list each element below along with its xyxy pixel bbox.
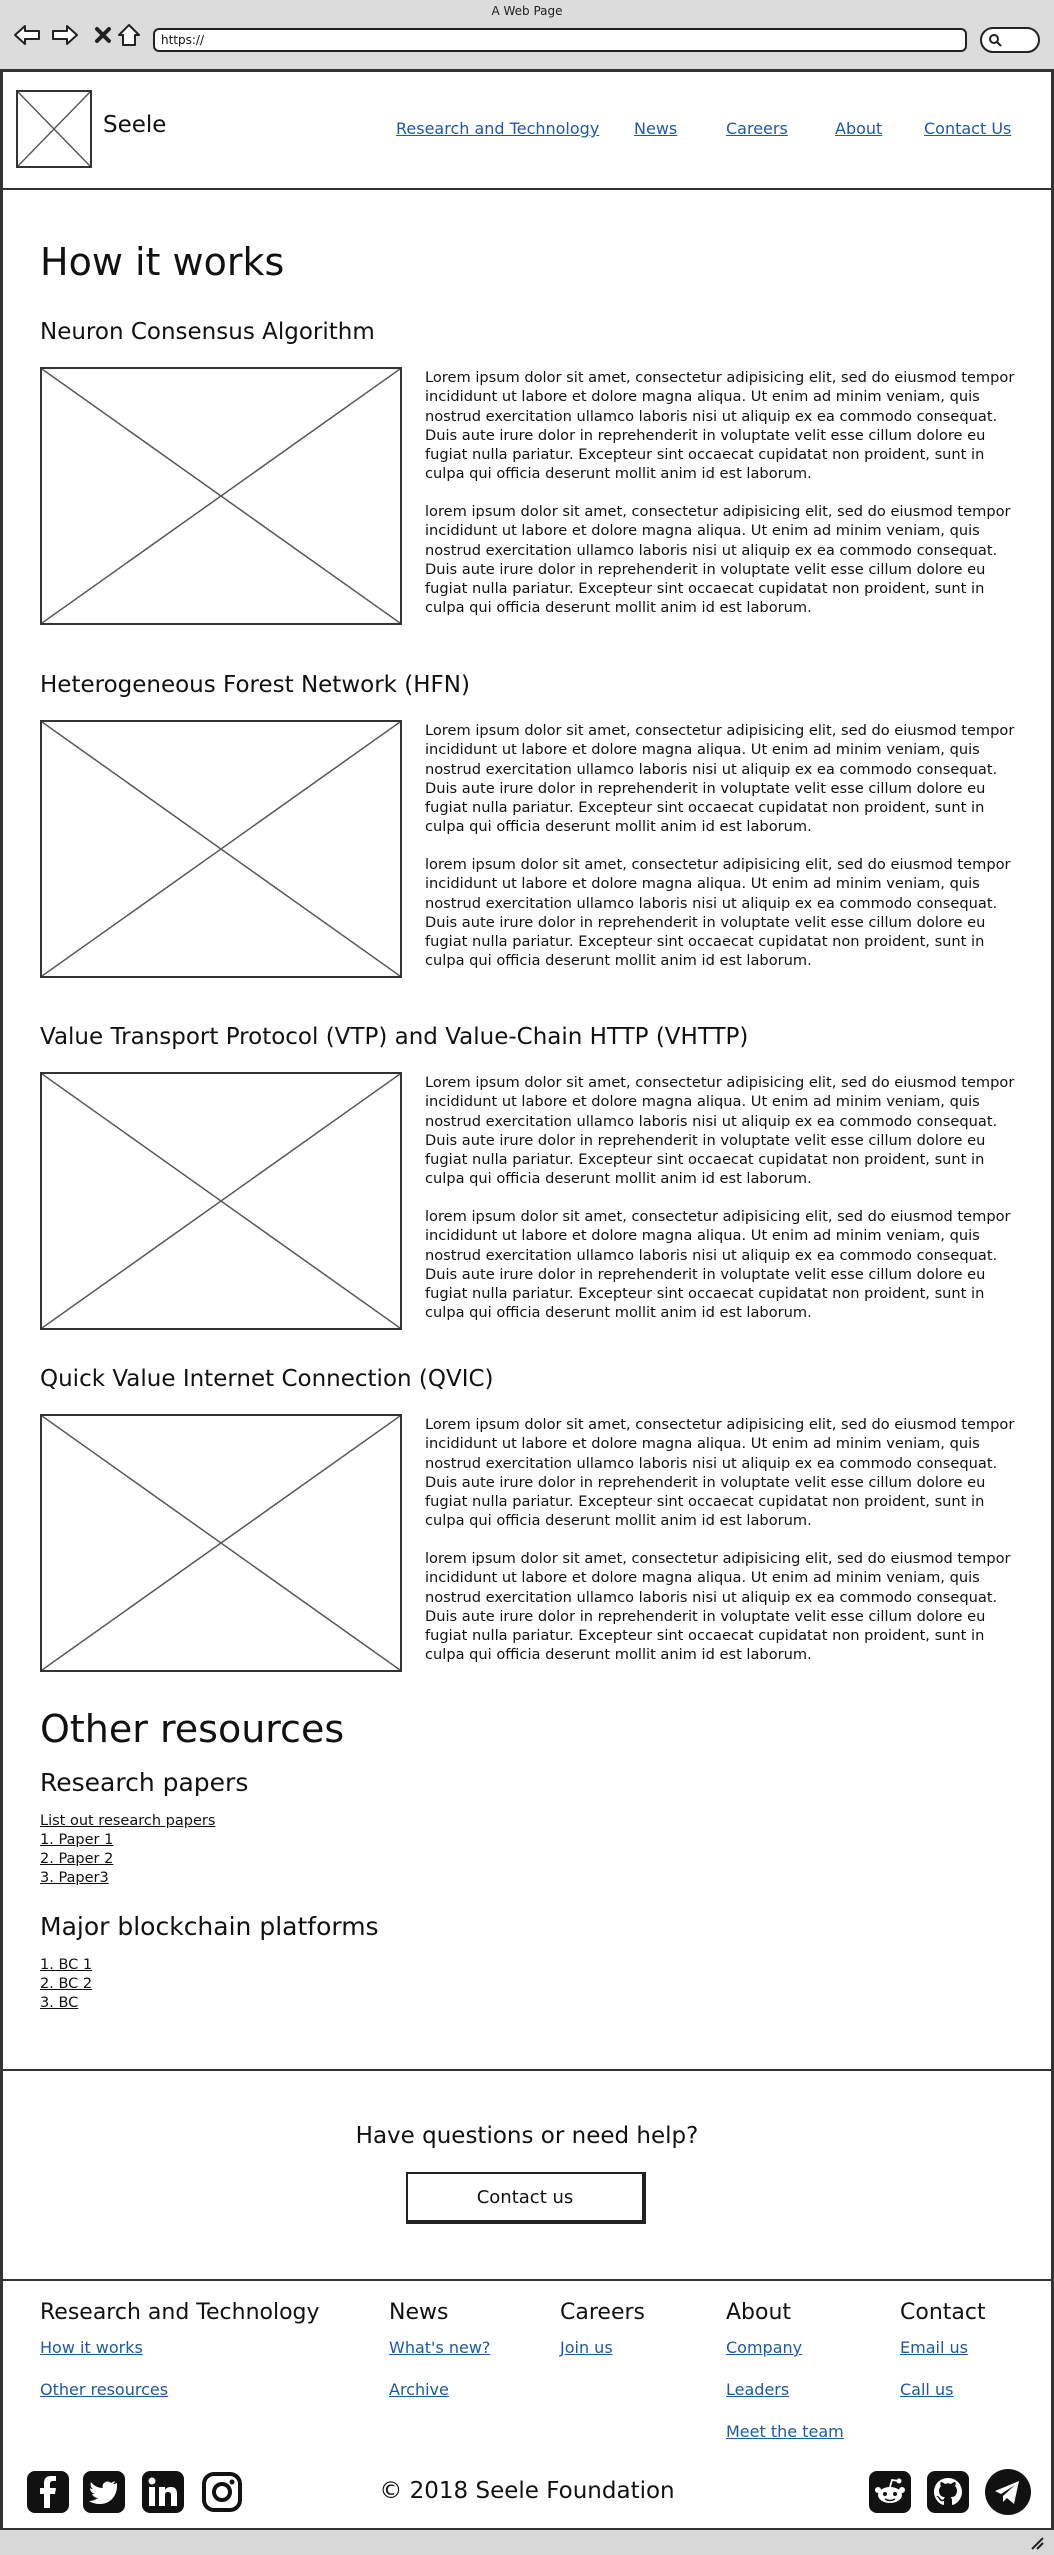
copyright: © 2018 Seele Foundation xyxy=(379,2478,675,2504)
section-paragraph: Lorem ipsum dolor sit amet, consectetur adipisicing elit, sed do eiusmod tempor incididunt ut labore et dolore magna aliqua. Ut enim ad minim veniam, quis nostrud exercitation ullamco laboris nisi ut aliquip ex ea commodo consequat. Duis aute irure dolor in reprehenderit in voluptate velit esse cillum dolore eu fugiat nulla pariatur. Excepteur sint occaecat cupidatat non proident, sunt in culpa qui officia deserunt mollit anim id est laborum. xyxy=(425,369,1015,483)
paper-link[interactable]: 2. Paper 2 xyxy=(40,1851,114,1867)
footer-link[interactable]: Meet the team xyxy=(726,2422,844,2441)
site-header xyxy=(0,72,1054,190)
section-title: Quick Value Internet Connection (QVIC) xyxy=(40,1366,494,1392)
browser-chrome xyxy=(0,0,1054,72)
paper-link[interactable]: 1. Paper 1 xyxy=(40,1832,114,1848)
resize-grip-icon[interactable] xyxy=(1028,2536,1044,2550)
search-icon xyxy=(988,33,1002,47)
section-paragraph: lorem ipsum dolor sit amet, consectetur adipisicing elit, sed do eiusmod tempor incididunt ut labore et dolore magna aliqua. Ut enim ad minim veniam, quis nostrud exercitation ullamco laboris nisi ut aliquip ex ea commodo consequat. Duis aute irure dolor in reprehenderit in voluptate velit esse cillum dolore eu fugiat nulla pariatur. Excepteur sint occaecat cupidatat non proident, sunt in culpa qui officia deserunt mollit anim id est laborum. xyxy=(425,856,1011,970)
section-paragraph: Lorem ipsum dolor sit amet, consectetur adipisicing elit, sed do eiusmod tempor incididunt ut labore et dolore magna aliqua. Ut enim ad minim veniam, quis nostrud exercitation ullamco laboris nisi ut aliquip ex ea commodo consequat. Duis aute irure dolor in reprehenderit in voluptate velit esse cillum dolore eu fugiat nulla pariatur. Excepteur sint occaecat cupidatat non proident, sunt in culpa qui officia deserunt mollit anim id est laborum. xyxy=(425,722,1015,836)
image-placeholder xyxy=(40,367,402,625)
footer-column-title: News xyxy=(389,2300,449,2325)
research-papers-link[interactable]: List out research papers xyxy=(40,1813,216,1829)
footer-link[interactable]: What's new? xyxy=(389,2338,491,2357)
footer-link[interactable]: How it works xyxy=(40,2338,143,2357)
section-title: Neuron Consensus Algorithm xyxy=(40,319,375,345)
nav-research-and-technology[interactable]: Research and Technology xyxy=(396,119,600,138)
footer-link[interactable]: Company xyxy=(726,2338,803,2357)
section-title: Heterogeneous Forest Network (HFN) xyxy=(40,672,470,698)
other-resources-title: Other resources xyxy=(40,1707,345,1751)
footer-link[interactable]: Archive xyxy=(389,2380,449,2399)
nav-news[interactable]: News xyxy=(634,119,678,138)
footer-link[interactable]: Email us xyxy=(900,2338,968,2357)
footer-column-title: Careers xyxy=(560,2300,645,2325)
reddit-icon[interactable] xyxy=(868,2470,912,2514)
section-paragraph: lorem ipsum dolor sit amet, consectetur adipisicing elit, sed do eiusmod tempor incididunt ut labore et dolore magna aliqua. Ut enim ad minim veniam, quis nostrud exercitation ullamco laboris nisi ut aliquip ex ea commodo consequat. Duis aute irure dolor in reprehenderit in voluptate velit esse cillum dolore eu fugiat nulla pariatur. Excepteur sint occaecat cupidatat non proident, sunt in culpa qui officia deserunt mollit anim id est laborum. xyxy=(425,1208,1011,1322)
status-bar xyxy=(0,2528,1054,2555)
contact-us-button[interactable]: Contact us xyxy=(406,2172,646,2224)
platform-link[interactable]: 1. BC 1 xyxy=(40,1957,93,1973)
forward-icon[interactable] xyxy=(50,20,80,50)
footer-link[interactable]: Join us xyxy=(560,2338,613,2357)
window-title: A Web Page xyxy=(491,4,563,18)
section-paragraph: lorem ipsum dolor sit amet, consectetur adipisicing elit, sed do eiusmod tempor incididunt ut labore et dolore magna aliqua. Ut enim ad minim veniam, quis nostrud exercitation ullamco laboris nisi ut aliquip ex ea commodo consequat. Duis aute irure dolor in reprehenderit in voluptate velit esse cillum dolore eu fugiat nulla pariatur. Excepteur sint occaecat cupidatat non proident, sunt in culpa qui officia deserunt mollit anim id est laborum. xyxy=(425,503,1011,617)
back-icon[interactable] xyxy=(12,20,42,50)
github-icon[interactable] xyxy=(926,2470,970,2514)
footer-link[interactable]: Other resources xyxy=(40,2380,169,2399)
image-placeholder xyxy=(40,720,402,978)
paper-link[interactable]: 3. Paper3 xyxy=(40,1870,109,1886)
image-placeholder xyxy=(40,1414,402,1672)
home-icon[interactable] xyxy=(114,20,144,50)
blockchain-platforms-title: Major blockchain platforms xyxy=(40,1912,379,1941)
divider xyxy=(0,2069,1054,2071)
logo-placeholder[interactable] xyxy=(16,90,92,168)
section-paragraph: lorem ipsum dolor sit amet, consectetur adipisicing elit, sed do eiusmod tempor incididunt ut labore et dolore magna aliqua. Ut enim ad minim veniam, quis nostrud exercitation ullamco laboris nisi ut aliquip ex ea commodo consequat. Duis aute irure dolor in reprehenderit in voluptate velit esse cillum dolore eu fugiat nulla pariatur. Excepteur sint occaecat cupidatat non proident, sunt in culpa qui officia deserunt mollit anim id est laborum. xyxy=(425,1550,1011,1664)
footer-column-title: Research and Technology xyxy=(40,2300,320,2325)
section-paragraph: Lorem ipsum dolor sit amet, consectetur adipisicing elit, sed do eiusmod tempor incididunt ut labore et dolore magna aliqua. Ut enim ad minim veniam, quis nostrud exercitation ullamco laboris nisi ut aliquip ex ea commodo consequat. Duis aute irure dolor in reprehenderit in voluptate velit esse cillum dolore eu fugiat nulla pariatur. Excepteur sint occaecat cupidatat non proident, sunt in culpa qui officia deserunt mollit anim id est laborum. xyxy=(425,1416,1015,1530)
page-title: How it works xyxy=(40,240,285,284)
footer-link[interactable]: Leaders xyxy=(726,2380,790,2399)
platform-link[interactable]: 2. BC 2 xyxy=(40,1976,93,1992)
browser-search[interactable] xyxy=(980,27,1040,53)
section-paragraph: Lorem ipsum dolor sit amet, consectetur adipisicing elit, sed do eiusmod tempor incididunt ut labore et dolore magna aliqua. Ut enim ad minim veniam, quis nostrud exercitation ullamco laboris nisi ut aliquip ex ea commodo consequat. Duis aute irure dolor in reprehenderit in voluptate velit esse cillum dolore eu fugiat nulla pariatur. Excepteur sint occaecat cupidatat non proident, sunt in culpa qui officia deserunt mollit anim id est laborum. xyxy=(425,1074,1015,1188)
footer-column-title: Contact xyxy=(900,2300,986,2325)
divider xyxy=(0,2279,1054,2281)
nav-about[interactable]: About xyxy=(835,119,883,138)
site-name: Seele xyxy=(103,112,167,138)
nav-contact-us[interactable]: Contact Us xyxy=(924,119,1012,138)
footer-column-title: About xyxy=(726,2300,792,2325)
address-bar[interactable]: https:// xyxy=(153,28,967,52)
cta-title: Have questions or need help? xyxy=(355,2123,699,2149)
image-placeholder xyxy=(40,1072,402,1330)
footer-link[interactable]: Call us xyxy=(900,2380,954,2399)
platform-link[interactable]: 3. BC xyxy=(40,1995,79,2011)
research-papers-title: Research papers xyxy=(40,1768,249,1797)
section-title: Value Transport Protocol (VTP) and Value-Chain HTTP (VHTTP) xyxy=(40,1024,749,1050)
telegram-icon[interactable] xyxy=(984,2468,1032,2516)
nav-careers[interactable]: Careers xyxy=(726,119,788,138)
